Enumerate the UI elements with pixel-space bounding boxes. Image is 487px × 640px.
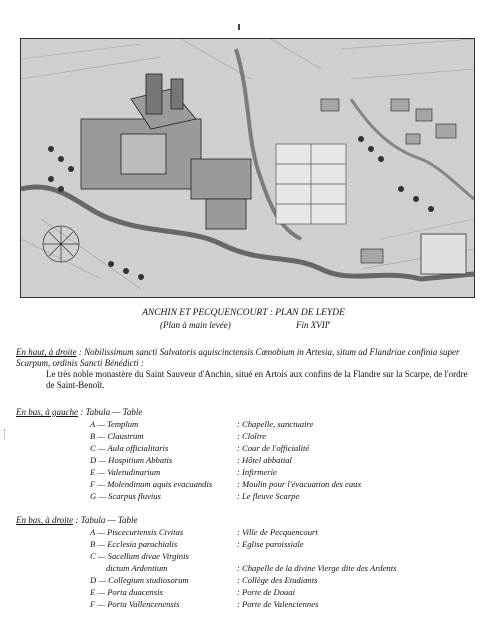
haut-droite-french: Le très noble monastère du Saint Sauveur d'Anchin, situé en Artois aux confins de la Flandre sur la Scarpe, de l'ordre de Saint-Benoît. bbox=[46, 369, 468, 390]
haut-droite-latin-text: : Nobilissimum sancti Salvatoris aquiscinctensis Cœnobium in Artesia, situm ad Flandriae confinia super Scarpum, ordinis Sancti Bénédicti : bbox=[16, 347, 460, 368]
bas-gauche-item-b-latin: B — Claustrum bbox=[90, 431, 144, 441]
bas-droite-item-b-latin: B — Ecclesia parochialis bbox=[90, 539, 178, 549]
page-mark bbox=[238, 24, 240, 30]
bas-droite-item-a-french: : Ville de Pecquencourt bbox=[237, 527, 318, 537]
bas-droite-item-c-latin-cont: dictum Ardentium bbox=[106, 563, 168, 573]
bas-gauche-item-c-french: : Cour de l'officialité bbox=[237, 443, 310, 453]
bas-gauche-intro: : Tabula — Table bbox=[80, 407, 143, 417]
bas-droite-item-e-latin: E — Porta duacensis bbox=[90, 587, 163, 597]
bas-gauche-item-d-latin: D — Hospitium Abbatis bbox=[90, 455, 173, 465]
bas-droite-item-a-latin: A — Piscecurtensis Civitas bbox=[90, 527, 184, 537]
bas-droite-header bbox=[16, 515, 138, 526]
haut-droite-heading: En haut, à droite bbox=[16, 347, 77, 357]
bas-gauche-item-a-latin: A — Templum bbox=[90, 419, 139, 429]
bas-gauche-heading: En bas, à gauche bbox=[16, 407, 78, 417]
bas-gauche-item-a-french: : Chapelle, sanctuaire bbox=[237, 419, 314, 429]
bas-gauche-item-g-french: : Le fleuve Scarpe bbox=[237, 491, 300, 501]
plan-drawing bbox=[21, 39, 474, 297]
bas-droite-item-d-french: : Collège des Etudiants bbox=[237, 575, 318, 585]
bas-droite-item-e-french: : Porte de Douai bbox=[237, 587, 295, 597]
bas-gauche-item-f-latin: F — Molendinum aquis evacuandis bbox=[90, 479, 213, 489]
bas-gauche-item-c-latin: C — Aula officialitaris bbox=[90, 443, 169, 453]
bas-gauche-item-b-french: : Cloître bbox=[237, 431, 267, 441]
scan-mark bbox=[4, 429, 11, 439]
bas-gauche-item-e-french: : Infirmerie bbox=[237, 467, 277, 477]
plan-title: ANCHIN ET PECQUENCOURT : PLAN DE LEYDE bbox=[142, 308, 345, 318]
bas-droite-item-d-latin: D — Collegium studiosorum bbox=[90, 575, 189, 585]
bas-droite-heading: En bas, à droite bbox=[16, 515, 74, 525]
bas-gauche-item-d-french: : Hôtel abbatial bbox=[237, 455, 292, 465]
bas-gauche-item-g-latin: G — Scarpus fluvius bbox=[90, 491, 161, 501]
bas-droite-intro: : Tabula — Table bbox=[75, 515, 138, 525]
bas-gauche-item-f-french: : Moulin pour l'évacuation des eaux bbox=[237, 479, 362, 489]
bas-gauche-item-e-latin: E — Valetudinarium bbox=[90, 467, 161, 477]
plan-date-sup: e bbox=[327, 320, 331, 326]
bas-gauche-header bbox=[16, 407, 142, 418]
bas-droite-item-c-french: : Chapelle de la divine Vierge dite des Ardents bbox=[237, 563, 397, 573]
bas-droite-item-b-french: : Eglise paroissiale bbox=[237, 539, 304, 549]
bas-droite-item-c-latin: C — Sacellum divae Virginis bbox=[90, 551, 189, 561]
plan-date bbox=[296, 320, 330, 330]
plan-type: (Plan à main levée) bbox=[160, 320, 231, 330]
plan-date-text: Fin XVII bbox=[296, 320, 328, 330]
haut-droite-latin bbox=[16, 347, 476, 369]
bas-droite-item-f-french: : Porte de Valenciennes bbox=[237, 599, 319, 609]
bas-droite-item-f-latin: F — Porta Vallencenensis bbox=[90, 599, 180, 609]
plan-engraving bbox=[20, 38, 475, 298]
